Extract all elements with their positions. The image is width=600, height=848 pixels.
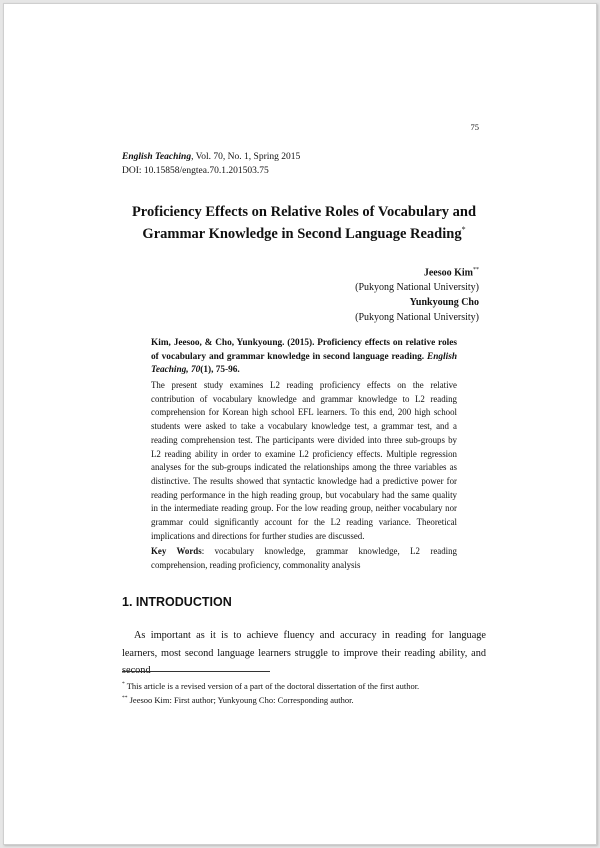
citation-journal: English Teaching, 70 (151, 351, 457, 375)
journal-header (122, 150, 300, 178)
footnote: * This article is a revised version of a part of the doctoral dissertation of the first author. (122, 680, 420, 691)
keywords-text: : vocabulary knowledge, grammar knowledge, L2 reading comprehension, reading proficiency, commonality analysis (151, 546, 457, 570)
doi: DOI: 10.15858/engtea.70.1.201503.75 (122, 166, 269, 176)
paper-title (124, 204, 484, 243)
journal-details: , Vol. 70, No. 1, Spring 2015 (191, 152, 301, 162)
footnotes (122, 678, 486, 707)
title-footnote-mark: * (461, 225, 466, 234)
citation-text: Kim, Jeesoo, & Cho, Yunkyoung. (2015). Proficiency effects on relative roles of vocabulary and grammar knowledge in second language reading. (151, 338, 457, 362)
author-name: Yunkyoung Cho (409, 297, 479, 309)
author-name: Jeesoo Kim** (423, 267, 479, 279)
author-affiliation: (Pukyong National University) (355, 312, 479, 324)
body-paragraph: As important as it is to achieve fluency and accuracy in reading for language learners, most second language learners struggle to improve their reading ability, and second (122, 630, 486, 676)
author-block (179, 263, 479, 325)
section-heading: 1. INTRODUCTION (122, 595, 232, 609)
citation-issue: (1), 75-96. (200, 365, 240, 375)
author-affiliation: (Pukyong National University) (355, 282, 479, 294)
page-number: 75 (470, 122, 479, 132)
footnote: ** Jeesoo Kim: First author; Yunkyoung Cho: Corresponding author. (122, 695, 354, 706)
title-line-1: Proficiency Effects on Relative Roles of Vocabulary and (131, 204, 477, 220)
abstract: The present study examines L2 reading proficiency effects on the relative contribution of vocabulary knowledge and grammar knowledge to L2 reading comprehension for Korean high school EFL learners. To this end, 200 high school students were asked to take a vocabulary knowledge test, a grammar test, and a reading comprehension test. The participants were divided into three sub-groups by L2 reading ability in order to examine L2 proficiency effects. Multiple regression analyses for the sub-groups indicated the relationships among the three variables as distinctive. The results showed that syntactic knowledge had a predictive power for reading performance in the high reading group, but vocabulary had the same quality in the intermediate reading group. For the low reading group, neither vocabulary nor grammar could significantly account for the L2 reading variance. Theoretical implications and directions for further studies are discussed. (151, 380, 457, 541)
footnote-divider (122, 671, 270, 672)
journal-citation-line (122, 150, 300, 164)
title-line-2: Grammar Knowledge in Second Language Reading* (142, 225, 466, 242)
journal-name: English Teaching (122, 152, 192, 162)
paper-page (3, 3, 597, 845)
keywords-label: Key Words (151, 546, 202, 556)
citation-block (151, 337, 457, 378)
author-footnote-mark: ** (473, 267, 479, 273)
keywords (151, 545, 457, 572)
